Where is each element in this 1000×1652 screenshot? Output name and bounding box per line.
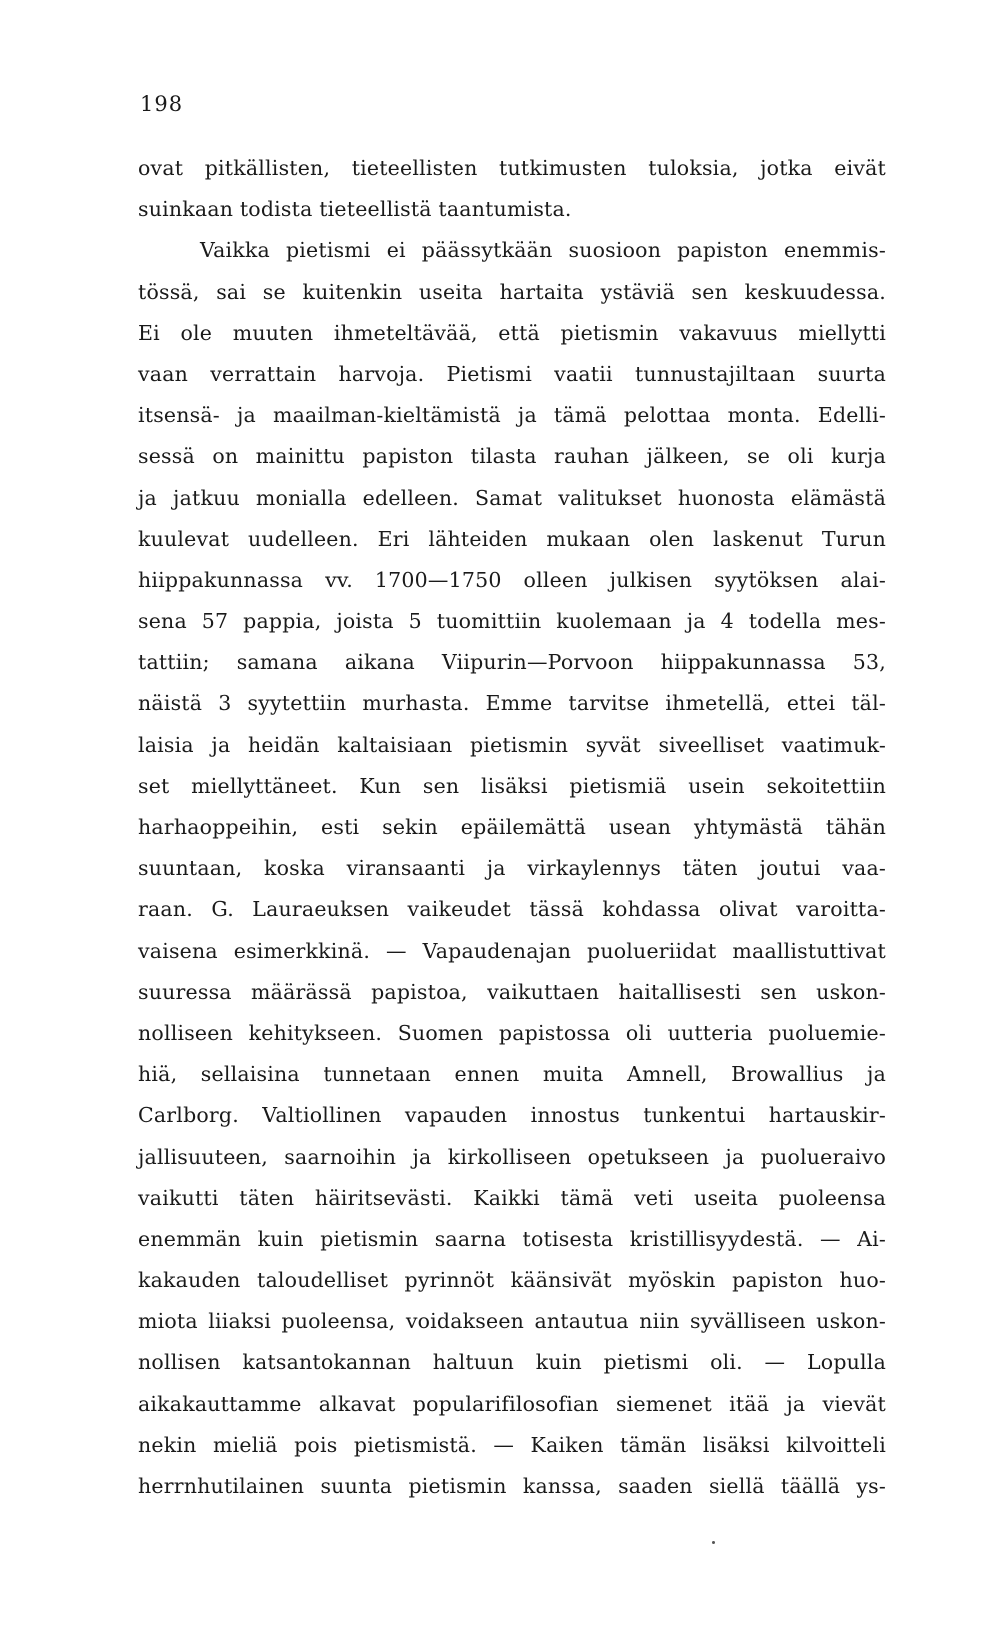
text-line: nollisen katsantokannan haltuun kuin pietismi oli. — Lopulla bbox=[138, 1350, 886, 1375]
text-line: Ei ole muuten ihmeteltävää, että pietismin vakavuus miellytti bbox=[138, 320, 886, 345]
text-line: miota liiaksi puoleensa, voidakseen antautua niin syvälliseen uskon- bbox=[138, 1309, 886, 1334]
text-line: sena 57 pappia, joista 5 tuomittiin kuolemaan ja 4 todella mes- bbox=[138, 609, 886, 634]
body-text bbox=[138, 148, 886, 1507]
text-line: sessä on mainittu papiston tilasta rauhan jälkeen, se oli kurja bbox=[138, 444, 886, 469]
text-line: tössä, sai se kuitenkin useita hartaita ystäviä sen keskuudessa. bbox=[138, 279, 886, 304]
text-line: nekin mieliä pois pietismistä. — Kaiken tämän lisäksi kilvoitteli bbox=[138, 1432, 886, 1457]
text-line: suuntaan, koska viransaanti ja virkaylennys täten joutui vaa- bbox=[138, 856, 886, 881]
text-line: vaan verrattain harvoja. Pietismi vaatii tunnustajiltaan suurta bbox=[138, 361, 886, 386]
scan-speck bbox=[712, 1541, 715, 1544]
text-line: aikakauttamme alkavat popularifilosofian siemenet itää ja vievät bbox=[138, 1391, 886, 1416]
text-line: set miellyttäneet. Kun sen lisäksi pietismiä usein sekoitettiin bbox=[138, 773, 886, 798]
text-line: suinkaan todista tieteellistä taantumista. bbox=[138, 197, 572, 222]
text-line: tattiin; samana aikana Viipurin—Porvoon hiippakunnassa 53, bbox=[138, 650, 886, 675]
text-line: Carlborg. Valtiollinen vapauden innostus tunkentui hartauskir- bbox=[138, 1103, 886, 1128]
text-line: Vaikka pietismi ei päässytkään suosioon papiston enemmis- bbox=[200, 238, 886, 263]
page-number: 198 bbox=[140, 92, 184, 116]
text-line: näistä 3 syytettiin murhasta. Emme tarvitse ihmetellä, ettei täl- bbox=[138, 691, 886, 716]
text-line: enemmän kuin pietismin saarna totisesta kristillisyydestä. — Ai- bbox=[138, 1226, 886, 1251]
text-line: vaisena esimerkkinä. — Vapaudenajan puolueriidat maallistuttivat bbox=[138, 938, 886, 963]
text-line: kuulevat uudelleen. Eri lähteiden mukaan olen laskenut Turun bbox=[138, 526, 886, 551]
text-line: raan. G. Lauraeuksen vaikeudet tässä kohdassa olivat varoitta- bbox=[138, 897, 886, 922]
text-line: jallisuuteen, saarnoihin ja kirkolliseen opetukseen ja puolueraivo bbox=[138, 1144, 886, 1169]
text-line: vaikutti täten häiritsevästi. Kaikki tämä veti useita puoleensa bbox=[138, 1185, 886, 1210]
text-line: herrnhutilainen suunta pietismin kanssa, saaden siellä täällä ys- bbox=[138, 1474, 886, 1498]
text-line: harhaoppeihin, esti sekin epäilemättä usean yhtymästä tähän bbox=[138, 815, 886, 839]
text-line: nolliseen kehitykseen. Suomen papistossa oli uutteria puoluemie- bbox=[138, 1020, 886, 1045]
text-line: ovat pitkällisten, tieteellisten tutkimusten tuloksia, jotka eivät bbox=[138, 156, 886, 180]
text-line: kakauden taloudelliset pyrinnöt käänsivät myöskin papiston huo- bbox=[138, 1268, 886, 1293]
text-line: hiippakunnassa vv. 1700—1750 olleen julkisen syytöksen alai- bbox=[138, 567, 886, 592]
text-line: suuressa määrässä papistoa, vaikuttaen haitallisesti sen uskon- bbox=[138, 979, 886, 1004]
text-line: ja jatkuu monialla edelleen. Samat valitukset huonosta elämästä bbox=[138, 485, 886, 510]
text-line: hiä, sellaisina tunnetaan ennen muita Amnell, Browallius ja bbox=[138, 1062, 886, 1087]
text-line: itsensä- ja maailman-kieltämistä ja tämä pelottaa monta. Edelli- bbox=[138, 403, 886, 428]
text-line: laisia ja heidän kaltaisiaan pietismin syvät siveelliset vaatimuk- bbox=[138, 732, 886, 757]
